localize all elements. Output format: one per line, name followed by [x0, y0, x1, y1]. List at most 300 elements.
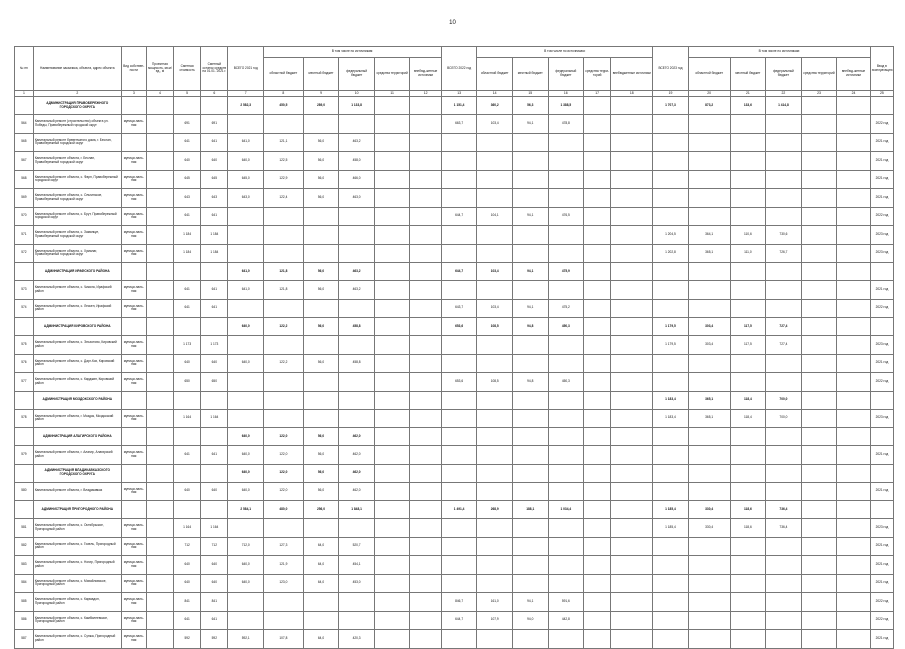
- row-number: [15, 428, 34, 446]
- value-cell: [477, 574, 513, 593]
- value-cell: [410, 336, 441, 355]
- value-cell: [801, 354, 837, 373]
- value-cell: [441, 519, 477, 538]
- value-cell: [228, 244, 264, 263]
- sub-header: федеральный бюджет: [548, 58, 584, 91]
- column-number-cell: 22: [766, 91, 802, 97]
- value-cell: [512, 133, 548, 152]
- value-cell: [339, 226, 375, 245]
- value-cell: [837, 263, 871, 281]
- sub-header: областной бюджет: [263, 58, 303, 91]
- value-cell: [837, 519, 871, 538]
- value-cell: [730, 574, 766, 593]
- value-cell: 592: [201, 630, 228, 649]
- value-cell: [611, 630, 653, 649]
- value-cell: [441, 428, 477, 446]
- value-cell: 700,0: [766, 409, 802, 428]
- value-cell: [801, 611, 837, 630]
- value-cell: [584, 537, 611, 556]
- value-cell: [548, 391, 584, 409]
- col-capacity-header: Проектная мощность, кв.м/ед., м: [146, 47, 173, 91]
- value-cell: [688, 152, 730, 171]
- ownership-cell: муници-паль-ная: [121, 574, 146, 593]
- value-cell: [303, 409, 339, 428]
- value-cell: 644,7: [441, 263, 477, 281]
- value-cell: [146, 482, 173, 501]
- value-cell: [730, 611, 766, 630]
- group-row: [15, 501, 894, 519]
- row-number: 567: [15, 152, 34, 171]
- value-cell: [611, 593, 653, 612]
- value-cell: 289,0: [303, 97, 339, 115]
- value-cell: [548, 446, 584, 465]
- object-name: Капитальный ремонт объекта, г. Алагир, Алагирский район: [33, 446, 121, 465]
- value-cell: [228, 373, 264, 392]
- col-balance-header: Сметный остаток средств на 01.01. 2021 г.: [201, 47, 228, 91]
- value-cell: [441, 152, 477, 171]
- value-cell: [146, 299, 173, 318]
- value-cell: [263, 409, 303, 428]
- table-row: [15, 189, 894, 208]
- value-cell: 644,7: [441, 611, 477, 630]
- value-cell: [374, 115, 410, 134]
- value-cell: [410, 501, 441, 519]
- commission-year-cell: 2021 год: [870, 574, 893, 593]
- value-cell: [146, 537, 173, 556]
- value-cell: [512, 189, 548, 208]
- value-cell: [801, 97, 837, 115]
- row-number: [15, 97, 34, 115]
- value-cell: 736,4: [766, 501, 802, 519]
- value-cell: 2 582,3: [228, 97, 264, 115]
- value-cell: 873,2: [688, 97, 730, 115]
- value-cell: 1 184: [174, 226, 201, 245]
- value-cell: [174, 391, 201, 409]
- value-cell: 122,0: [263, 428, 303, 446]
- value-cell: [410, 133, 441, 152]
- value-cell: 161,0: [477, 593, 513, 612]
- column-number-cell: 13: [441, 91, 477, 97]
- value-cell: 56,0: [303, 428, 339, 446]
- value-cell: [548, 482, 584, 501]
- value-cell: 475,2: [548, 299, 584, 318]
- value-cell: [410, 354, 441, 373]
- value-cell: [146, 556, 173, 575]
- value-cell: [201, 464, 228, 482]
- value-cell: [146, 133, 173, 152]
- value-cell: [688, 574, 730, 593]
- group-row: [15, 263, 894, 281]
- value-cell: 462,0: [339, 428, 375, 446]
- value-cell: [228, 391, 264, 409]
- object-name: Капитальный ремонт бревенчатого дома, г. Беслан, Правобережный городской округ: [33, 133, 121, 152]
- value-cell: [548, 152, 584, 171]
- value-cell: [410, 115, 441, 134]
- value-cell: [477, 170, 513, 189]
- value-cell: [584, 336, 611, 355]
- ownership-cell: муници-паль-ная: [121, 299, 146, 318]
- group-title: АДМИНИСТРАЦИЯ АЛАГИРСКОГО РАЙОНА: [33, 428, 121, 446]
- table-row: [15, 281, 894, 300]
- ownership-cell: [121, 428, 146, 446]
- value-cell: [730, 428, 766, 446]
- table-row: [15, 299, 894, 318]
- sub-header: областной бюджет: [688, 58, 730, 91]
- value-cell: 591,6: [548, 593, 584, 612]
- value-cell: [688, 464, 730, 482]
- value-cell: 641,0: [228, 263, 264, 281]
- value-cell: [653, 482, 689, 501]
- value-cell: [611, 318, 653, 336]
- value-cell: [653, 428, 689, 446]
- value-cell: [441, 556, 477, 575]
- value-cell: [374, 189, 410, 208]
- sub-header: федеральный бюджет: [339, 58, 375, 91]
- table-row: [15, 170, 894, 189]
- value-cell: [174, 318, 201, 336]
- value-cell: [548, 630, 584, 649]
- value-cell: [512, 630, 548, 649]
- value-cell: [584, 373, 611, 392]
- object-name: Капитальный ремонт объекта, с. Брут, Правобережный городской округ: [33, 207, 121, 226]
- page-number: 10: [449, 20, 456, 26]
- value-cell: 640,0: [228, 152, 264, 171]
- value-cell: 463,2: [339, 133, 375, 152]
- column-number-cell: 17: [584, 91, 611, 97]
- value-cell: 110,6: [730, 226, 766, 245]
- column-number-cell: 8: [263, 91, 303, 97]
- value-cell: [441, 133, 477, 152]
- value-cell: [584, 299, 611, 318]
- value-cell: [228, 115, 264, 134]
- value-cell: 1 414,8: [766, 97, 802, 115]
- row-number: 585: [15, 593, 34, 612]
- value-cell: [837, 336, 871, 355]
- value-cell: 1 202,8: [653, 244, 689, 263]
- row-number: [15, 318, 34, 336]
- value-cell: 1 173: [174, 336, 201, 355]
- commission-year-cell: 2021 год: [870, 630, 893, 649]
- value-cell: 360,2: [477, 97, 513, 115]
- value-cell: 640,0: [228, 318, 264, 336]
- value-cell: [512, 537, 548, 556]
- value-cell: [730, 354, 766, 373]
- value-cell: [512, 446, 548, 465]
- value-cell: [688, 263, 730, 281]
- value-cell: [374, 464, 410, 482]
- value-cell: [837, 482, 871, 501]
- value-cell: [837, 299, 871, 318]
- table-row: [15, 354, 894, 373]
- value-cell: 645,0: [228, 170, 264, 189]
- value-cell: [477, 519, 513, 538]
- value-cell: 56,3: [512, 97, 548, 115]
- value-cell: [730, 464, 766, 482]
- commission-year-cell: 2023 год: [870, 226, 893, 245]
- value-cell: [688, 446, 730, 465]
- value-cell: [477, 189, 513, 208]
- value-cell: 1 185,4: [653, 519, 689, 538]
- value-cell: 94,1: [512, 593, 548, 612]
- value-cell: [766, 281, 802, 300]
- value-cell: 121,1: [263, 133, 303, 152]
- value-cell: 1 164: [174, 519, 201, 538]
- value-cell: [611, 501, 653, 519]
- value-cell: 640: [201, 556, 228, 575]
- value-cell: [653, 373, 689, 392]
- value-cell: [374, 207, 410, 226]
- commission-year-cell: 2021 год: [870, 170, 893, 189]
- row-number: 587: [15, 630, 34, 649]
- value-cell: 104,1: [477, 207, 513, 226]
- value-cell: 365,1: [688, 391, 730, 409]
- value-cell: 1 848,1: [339, 501, 375, 519]
- value-cell: 330,4: [688, 519, 730, 538]
- value-cell: 641: [174, 446, 201, 465]
- value-cell: 462,0: [339, 482, 375, 501]
- value-cell: [611, 428, 653, 446]
- value-cell: [146, 226, 173, 245]
- sub-header: областной бюджет: [477, 58, 513, 91]
- value-cell: [837, 189, 871, 208]
- value-cell: 122,0: [263, 464, 303, 482]
- value-cell: [837, 574, 871, 593]
- value-cell: 641: [174, 133, 201, 152]
- object-name: Капитальный ремонт объекта, с. Ольгинское, Правобережный городской округ: [33, 189, 121, 208]
- value-cell: [477, 226, 513, 245]
- value-cell: [410, 189, 441, 208]
- value-cell: [201, 391, 228, 409]
- value-cell: [688, 428, 730, 446]
- object-name: Капитальный ремонт объекта, с. Гизель, Пригородный район: [33, 537, 121, 556]
- column-number-cell: 23: [801, 91, 837, 97]
- value-cell: [730, 482, 766, 501]
- value-cell: [441, 226, 477, 245]
- value-cell: 1 179,5: [653, 318, 689, 336]
- row-number: 583: [15, 556, 34, 575]
- value-cell: 442,8: [548, 611, 584, 630]
- value-cell: 641: [201, 207, 228, 226]
- value-cell: [766, 537, 802, 556]
- col-commission-header: Ввод в эксплуатацию: [870, 47, 893, 91]
- value-cell: [146, 630, 173, 649]
- value-cell: 365,1: [688, 244, 730, 263]
- row-number: 573: [15, 281, 34, 300]
- value-cell: [548, 574, 584, 593]
- value-cell: 645: [174, 170, 201, 189]
- value-cell: [584, 446, 611, 465]
- table-row: [15, 226, 894, 245]
- column-number-cell: 12: [410, 91, 441, 97]
- value-cell: [263, 244, 303, 263]
- table-row: [15, 373, 894, 392]
- value-cell: [766, 133, 802, 152]
- ownership-cell: [121, 501, 146, 519]
- value-cell: 462,0: [339, 464, 375, 482]
- value-cell: [766, 574, 802, 593]
- sub-header: средства терри-торий: [584, 58, 611, 91]
- value-cell: [688, 299, 730, 318]
- value-cell: 122,2: [263, 354, 303, 373]
- value-cell: 640,0: [228, 482, 264, 501]
- value-cell: 653,6: [441, 373, 477, 392]
- value-cell: [146, 428, 173, 446]
- value-cell: 736,4: [766, 519, 802, 538]
- value-cell: 121,8: [263, 263, 303, 281]
- value-cell: 94,0: [512, 611, 548, 630]
- value-cell: [441, 446, 477, 465]
- value-cell: 1 183,4: [653, 391, 689, 409]
- value-cell: [688, 207, 730, 226]
- value-cell: [374, 556, 410, 575]
- value-cell: 466,0: [339, 170, 375, 189]
- value-cell: [766, 207, 802, 226]
- value-cell: 64,0: [303, 537, 339, 556]
- value-cell: 56,0: [303, 189, 339, 208]
- value-cell: [374, 170, 410, 189]
- value-cell: 454,1: [339, 556, 375, 575]
- value-cell: [477, 244, 513, 263]
- column-number-cell: 19: [653, 91, 689, 97]
- column-number-cell: 16: [548, 91, 584, 97]
- object-name: Капитальный ремонт объекта, с. Кармадон, Пригородный район: [33, 593, 121, 612]
- col-total-2022-header: ВСЕГО 2022 год: [441, 47, 477, 91]
- value-cell: [611, 244, 653, 263]
- value-cell: 663,7: [441, 115, 477, 134]
- value-cell: [801, 189, 837, 208]
- value-cell: [146, 152, 173, 171]
- value-cell: [611, 170, 653, 189]
- value-cell: [548, 336, 584, 355]
- value-cell: [548, 133, 584, 152]
- column-number-cell: 10: [339, 91, 375, 97]
- value-cell: [228, 336, 264, 355]
- value-cell: [512, 556, 548, 575]
- object-name: Капитальный ремонт объекта, г. Владикавказ: [33, 482, 121, 501]
- value-cell: [584, 574, 611, 593]
- value-cell: 640: [201, 482, 228, 501]
- value-cell: [653, 281, 689, 300]
- row-number: 579: [15, 446, 34, 465]
- value-cell: [548, 464, 584, 482]
- value-cell: [339, 336, 375, 355]
- value-cell: [146, 501, 173, 519]
- value-cell: 56,0: [303, 152, 339, 171]
- value-cell: [837, 501, 871, 519]
- sub-header: федеральный бюджет: [766, 58, 802, 91]
- value-cell: 640: [174, 152, 201, 171]
- col-cost-header: Сметная стоимость: [174, 47, 201, 91]
- commission-year-cell: 2021 год: [870, 133, 893, 152]
- ownership-cell: муници-паль-ная: [121, 519, 146, 538]
- value-cell: [548, 189, 584, 208]
- value-cell: [653, 574, 689, 593]
- value-cell: 1 184: [201, 244, 228, 263]
- value-cell: [688, 133, 730, 152]
- value-cell: [410, 244, 441, 263]
- value-cell: 730,6: [766, 226, 802, 245]
- value-cell: [801, 556, 837, 575]
- value-cell: 640: [201, 152, 228, 171]
- value-cell: [374, 97, 410, 115]
- value-cell: [228, 299, 264, 318]
- value-cell: [730, 373, 766, 392]
- value-cell: 644,7: [441, 207, 477, 226]
- value-cell: [611, 409, 653, 428]
- value-cell: 640: [201, 574, 228, 593]
- value-cell: [730, 630, 766, 649]
- value-cell: [174, 263, 201, 281]
- value-cell: 640: [174, 482, 201, 501]
- value-cell: [374, 593, 410, 612]
- value-cell: 641,0: [228, 133, 264, 152]
- value-cell: 108,5: [477, 373, 513, 392]
- table-row: [15, 630, 894, 649]
- value-cell: 640,0: [228, 354, 264, 373]
- value-cell: [584, 428, 611, 446]
- value-cell: [201, 263, 228, 281]
- value-cell: 94,8: [512, 373, 548, 392]
- value-cell: 475,9: [548, 263, 584, 281]
- value-cell: [766, 556, 802, 575]
- value-cell: [512, 336, 548, 355]
- value-cell: [146, 336, 173, 355]
- value-cell: 650: [201, 373, 228, 392]
- value-cell: [374, 299, 410, 318]
- value-cell: 712: [201, 537, 228, 556]
- value-cell: [653, 189, 689, 208]
- value-cell: [374, 519, 410, 538]
- value-cell: 462,0: [339, 446, 375, 465]
- value-cell: [548, 281, 584, 300]
- commission-year-cell: [870, 464, 893, 482]
- value-cell: [228, 593, 264, 612]
- value-cell: 640: [174, 574, 201, 593]
- value-cell: [653, 133, 689, 152]
- value-cell: [512, 281, 548, 300]
- value-cell: 64,0: [303, 630, 339, 649]
- value-cell: [766, 152, 802, 171]
- value-cell: [441, 482, 477, 501]
- value-cell: [584, 556, 611, 575]
- value-cell: [584, 170, 611, 189]
- value-cell: [611, 281, 653, 300]
- value-cell: [766, 428, 802, 446]
- value-cell: [512, 409, 548, 428]
- value-cell: [801, 446, 837, 465]
- value-cell: [837, 226, 871, 245]
- value-cell: [146, 244, 173, 263]
- value-cell: [410, 464, 441, 482]
- value-cell: [653, 354, 689, 373]
- value-cell: [653, 299, 689, 318]
- value-cell: [303, 226, 339, 245]
- commission-year-cell: [870, 263, 893, 281]
- value-cell: [837, 611, 871, 630]
- value-cell: 727,4: [766, 318, 802, 336]
- value-cell: [477, 281, 513, 300]
- value-cell: 727,4: [766, 336, 802, 355]
- value-cell: [766, 593, 802, 612]
- value-cell: [146, 593, 173, 612]
- value-cell: [201, 428, 228, 446]
- value-cell: 1 184: [201, 226, 228, 245]
- row-number: 581: [15, 519, 34, 538]
- value-cell: [477, 537, 513, 556]
- object-name: Капитальный ремонт объекта, с. Карджин, Кировский район: [33, 373, 121, 392]
- col-name-header: Наименование заказчика, объекта, адрес объекта: [33, 47, 121, 91]
- value-cell: 94,8: [512, 318, 548, 336]
